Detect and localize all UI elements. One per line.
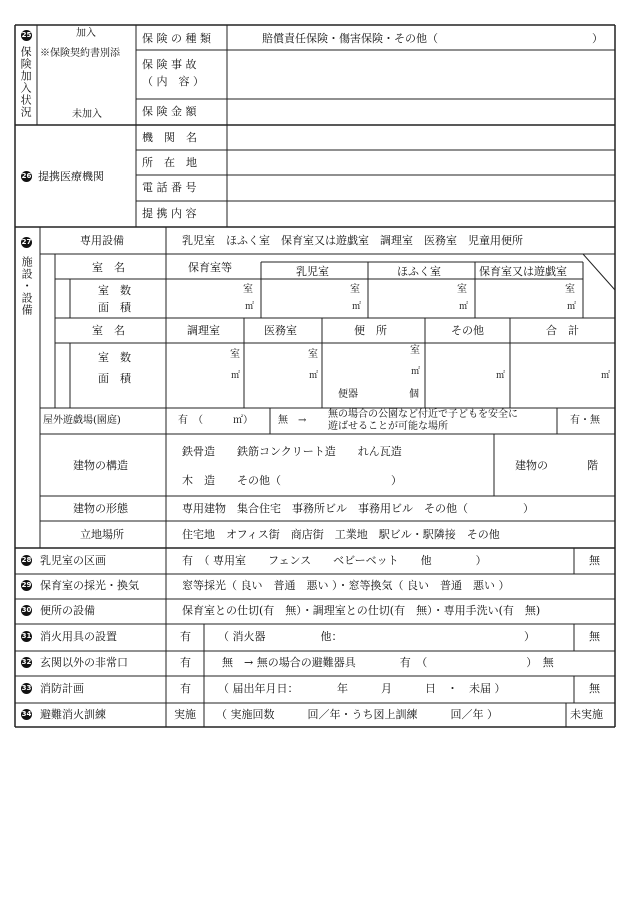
room-b-other: その他 (451, 324, 484, 337)
medical-row-address: 所 在 地 (142, 156, 197, 169)
unit-area: ㎡ (601, 371, 611, 381)
insurance-section-title: 保険加入状況 (19, 46, 33, 118)
outdoor-none: 無 → (278, 415, 307, 426)
equipment-label: 専用設備 (80, 234, 124, 247)
unit-room: 室 (350, 284, 360, 295)
section-number-31: 31 (21, 632, 32, 640)
room-b-toilet: 便 所 (354, 324, 387, 337)
room-a-nursery: 保育室等 (188, 261, 232, 274)
outdoor-playground-label: 屋外遊戯場(園庭) (43, 415, 121, 426)
insurance-type-label: 保 険 の 種 類 (142, 32, 211, 45)
infant-room-partition-value: 有 （ 専用室 フェンス ベビーベット 他 ） (182, 554, 487, 567)
outdoor-yes-no: 有・無 (570, 415, 600, 426)
unit-room: 室 (457, 284, 467, 295)
section-number-30: 30 (21, 606, 32, 614)
outdoor-note-line1: 無の場合の公園など付近で子どもを安全に (328, 409, 518, 420)
room-a-playroom: 保育室又は遊戯室 (479, 265, 567, 278)
insurance-accident-label: 保 険 事 故 (142, 58, 197, 71)
room-name-label-b: 室 名 (92, 324, 125, 337)
unit-room: 室 (243, 284, 253, 295)
location-label: 立地場所 (80, 528, 124, 541)
section-number-27: 27 (21, 238, 32, 246)
equipment-value: 乳児室 ほふく室 保育室又は遊戯室 調理室 医務室 児童用便所 (182, 234, 523, 247)
room-count-label-b: 室 数 (98, 351, 131, 364)
unit-area: ㎡ (459, 302, 469, 312)
location-options: 住宅地 オフィス街 商店街 工業地 駅ビル・駅隣接 その他 (182, 528, 500, 541)
unit-area: ㎡ (352, 302, 362, 312)
fire-plan-label: 消防計画 (40, 682, 84, 695)
evacuation-drill-have: 実施 (174, 708, 196, 721)
medical-row-phone: 電 話 番 号 (142, 181, 197, 194)
unit-area: ㎡ (231, 371, 241, 381)
medical-row-content: 提 携 内 容 (142, 207, 197, 220)
unit-area: ㎡ (245, 302, 255, 312)
evacuation-drill-value: （ 実施回数 回／年・うち図上訓練 回／年 ） (216, 708, 498, 721)
unit-area: ㎡ (309, 371, 319, 381)
evacuation-drill-label: 避難消火訓練 (40, 708, 106, 721)
insurance-nojoin-label: 未加入 (72, 109, 102, 120)
building-floors-label: 建物の (515, 459, 548, 472)
outdoor-note-line2: 遊ばせることが可能な場所 (328, 421, 448, 432)
room-b-total: 合 計 (546, 324, 579, 337)
fire-plan-value: （ 届出年月日： 年 月 日 ・ 未届 ） (218, 682, 506, 695)
unit-area: ㎡ (411, 367, 421, 377)
section-number-33: 33 (21, 684, 32, 692)
medical-section-title: 提携医療機関 (38, 170, 104, 183)
building-structure-label: 建物の構造 (73, 459, 128, 472)
insurance-type-value: 賠償責任保険・傷害保険・その他（ ） (262, 32, 603, 45)
infant-room-partition-label: 乳児室の区画 (40, 554, 106, 567)
emergency-exit-have: 有 (180, 656, 191, 669)
medical-row-name: 機 関 名 (142, 131, 197, 144)
toilet-fixture-label: 便器 (338, 389, 358, 400)
room-a-crawling: ほふく室 (397, 265, 441, 278)
room-count-label-a: 室 数 (98, 284, 131, 297)
room-area-label-b: 面 積 (98, 372, 131, 385)
unit-area: ㎡ (496, 371, 506, 381)
evacuation-drill-none: 未実施 (570, 708, 603, 721)
building-form-label: 建物の形態 (73, 502, 128, 515)
unit-room: 室 (230, 349, 240, 360)
infant-room-partition-none: 無 (589, 554, 600, 567)
room-a-infant: 乳児室 (296, 265, 329, 278)
building-structure-options-2: 木 造 その他（ ） (182, 474, 402, 487)
building-floors-unit: 階 (587, 459, 598, 472)
fire-equipment-none: 無 (589, 630, 600, 643)
room-area-label-a: 面 積 (98, 301, 131, 314)
section-number-25: 25 (21, 31, 32, 39)
lighting-ventilation-label: 保育室の採光・換気 (40, 579, 139, 592)
building-structure-options-1: 鉄骨造 鉄筋コンクリート造 れん瓦造 (182, 445, 402, 458)
insurance-amount-label: 保 険 金 額 (142, 105, 197, 118)
fire-equipment-value: （ 消火器 他： ） (218, 630, 535, 643)
section-number-29: 29 (21, 581, 32, 589)
toilet-equipment-label: 便所の設備 (40, 604, 95, 617)
section-number-34: 34 (21, 710, 32, 718)
fire-plan-none: 無 (589, 682, 600, 695)
fire-plan-have: 有 (180, 682, 191, 695)
unit-room: 室 (410, 345, 420, 356)
fire-equipment-label: 消火用具の設置 (40, 630, 117, 643)
insurance-accident-sublabel: （ 内 容 ） (142, 75, 204, 88)
outdoor-have: 有 （ ㎡） (178, 415, 253, 426)
toilet-fixture-unit: 個 (409, 389, 419, 400)
emergency-exit-label: 玄関以外の非常口 (40, 656, 128, 669)
room-b-medical: 医務室 (264, 324, 297, 337)
fire-equipment-have: 有 (180, 630, 191, 643)
emergency-exit-value: 無 → 無の場合の避難器具 有 （ ） 無 (222, 656, 554, 669)
lighting-ventilation-value: 窓等採光（ 良い 普通 悪い ）・窓等換気（ 良い 普通 悪い ） (182, 579, 510, 592)
toilet-equipment-value: 保育室との仕切(有 無）・調理室との仕切(有 無）・専用手洗い(有 無) (182, 604, 541, 617)
room-name-label-a: 室 名 (92, 261, 125, 274)
unit-area: ㎡ (567, 302, 577, 312)
insurance-join-label: 加入 (76, 28, 96, 39)
section-number-26: 26 (21, 172, 32, 180)
building-form-options: 専用建物 集合住宅 事務所ビル 事務用ビル その他（ ） (182, 502, 534, 515)
room-b-kitchen: 調理室 (187, 324, 220, 337)
section-number-32: 32 (21, 658, 32, 666)
facility-section-title: 施設・設備 (20, 256, 34, 316)
section-number-28: 28 (21, 556, 32, 564)
insurance-contract-note: ※保険契約書別添 (40, 48, 120, 59)
unit-room: 室 (565, 284, 575, 295)
unit-room: 室 (308, 349, 318, 360)
